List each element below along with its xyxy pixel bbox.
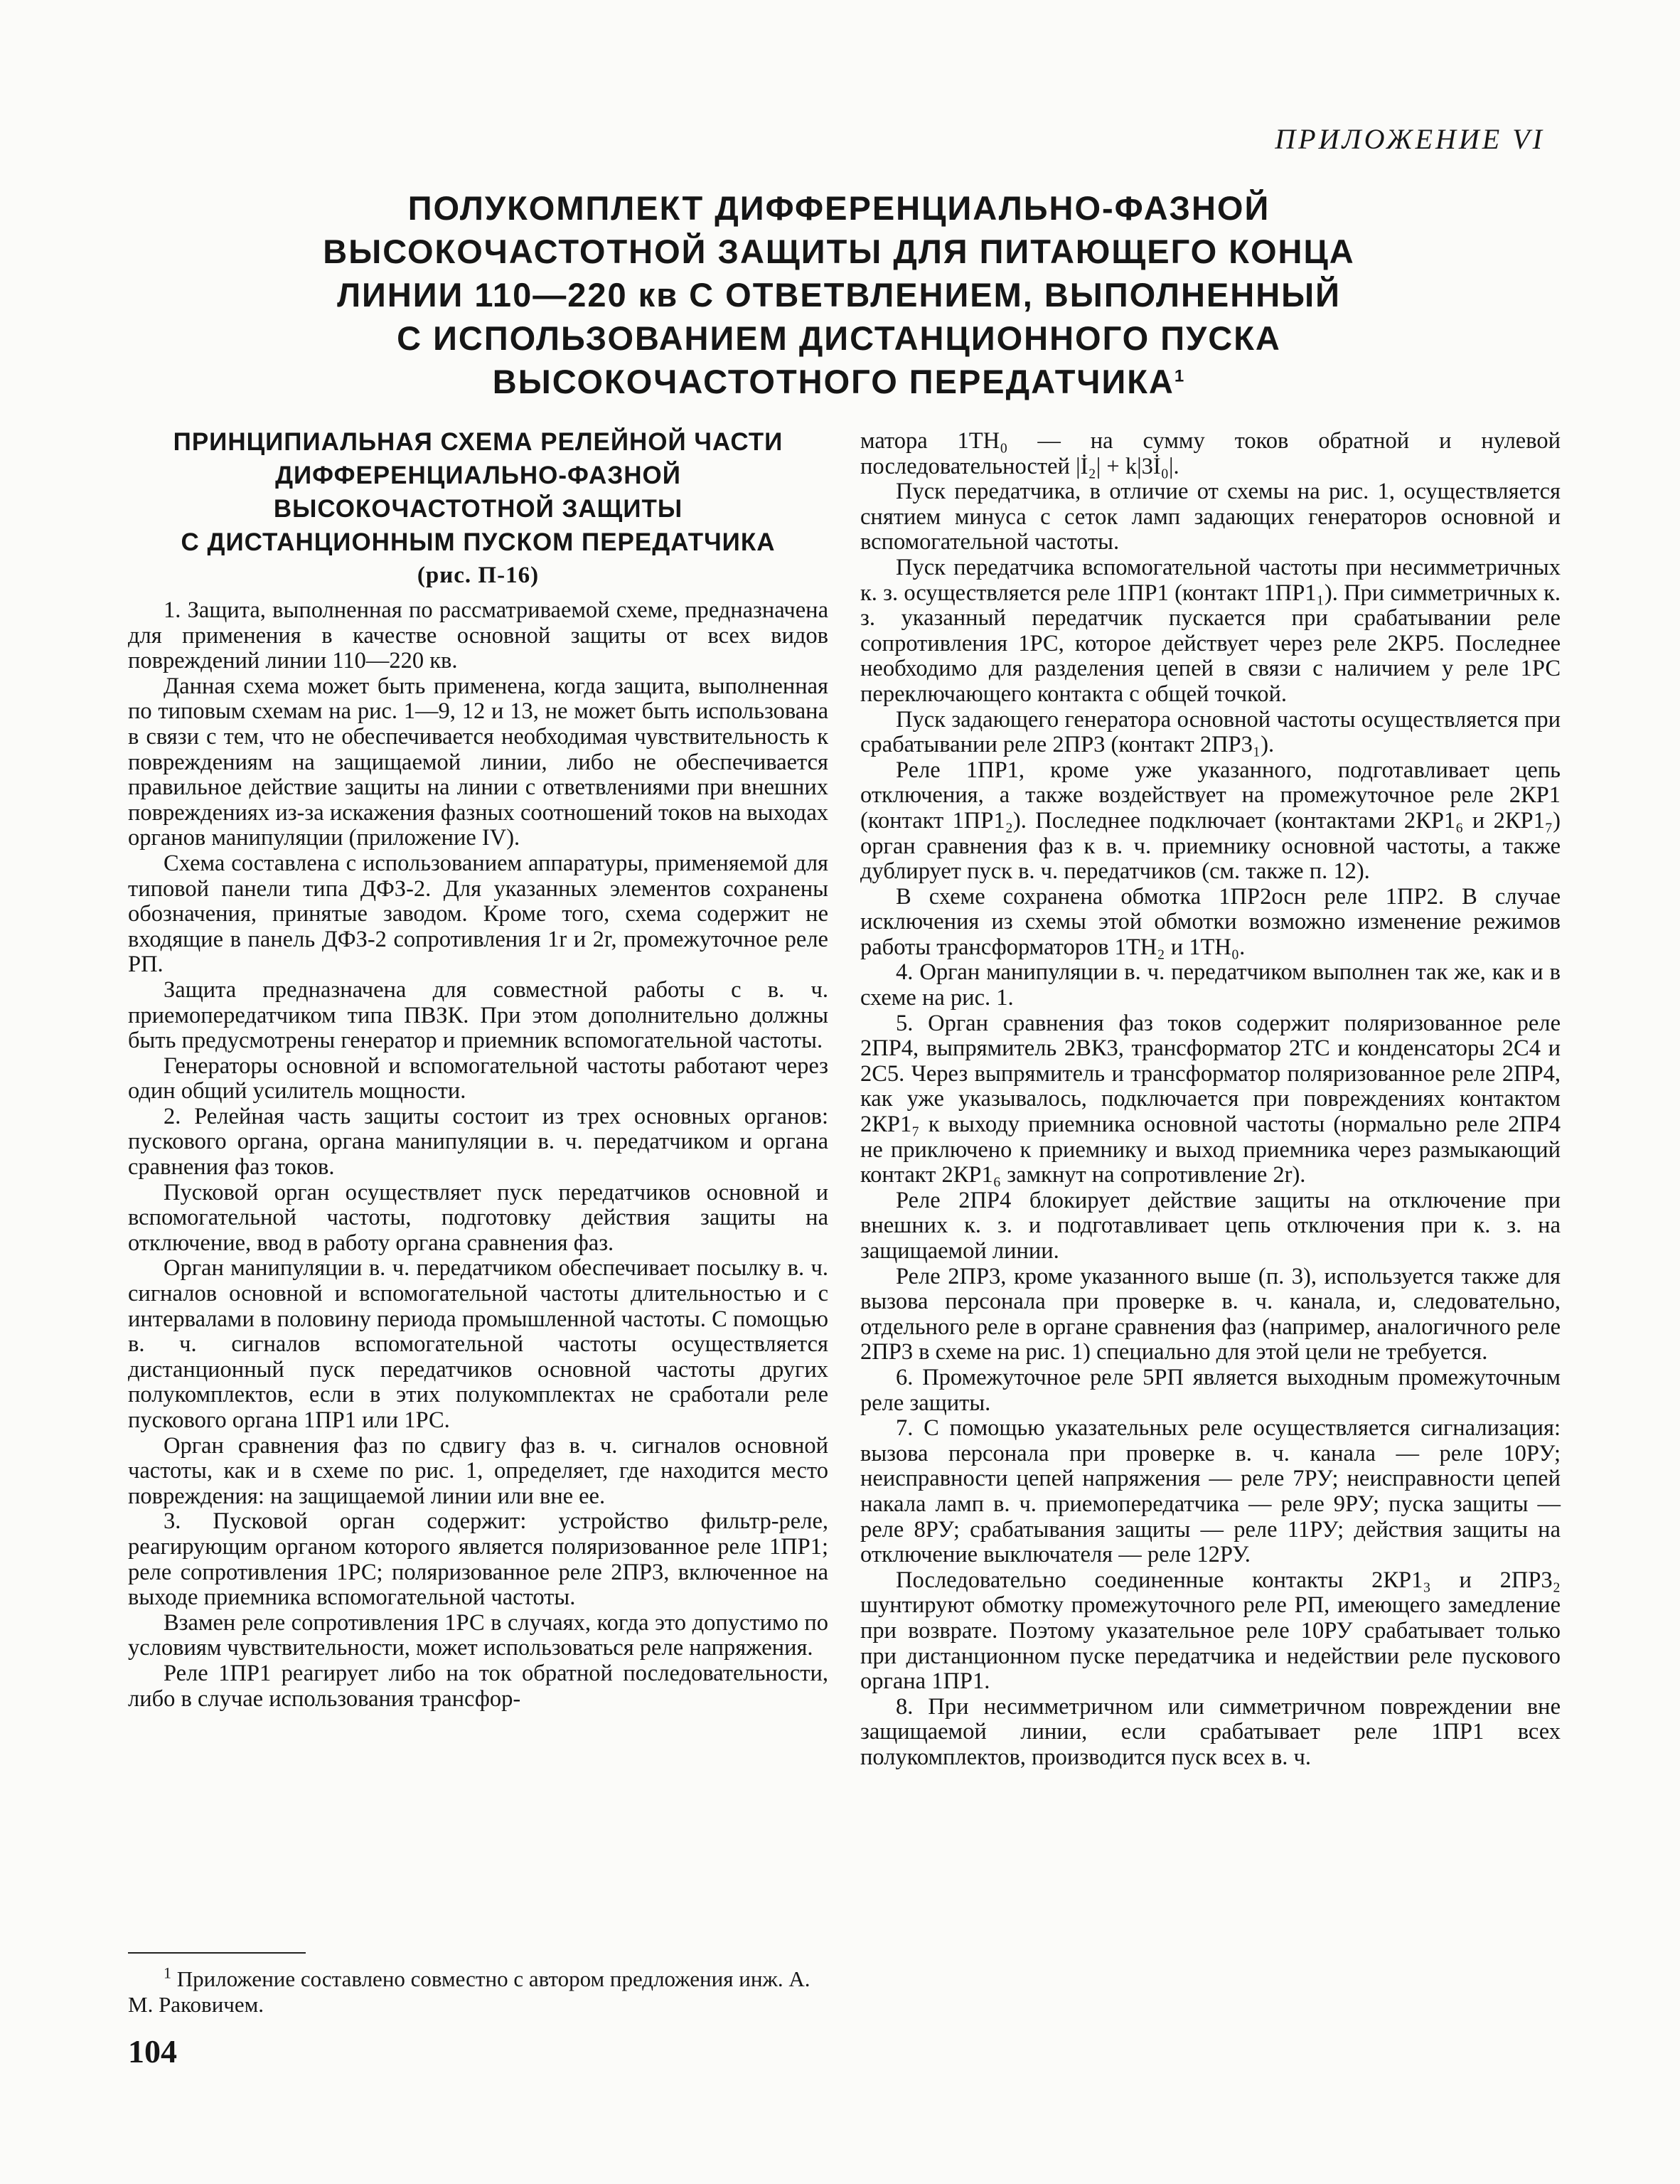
title-line: С ИСПОЛЬЗОВАНИЕМ ДИСТАНЦИОННОГО ПУСКА — [397, 319, 1281, 357]
paragraph: 6. Промежуточное реле 5РП является выходным промежуточным реле защиты. — [860, 1364, 1561, 1416]
footnote-mark: 1 — [164, 1964, 171, 1982]
paragraph: Пуск задающего генератора основной частоты осуществляется при срабатывании реле 2ПР3 (контакт 2ПР3₁). — [860, 706, 1561, 758]
paragraph: В схеме сохранена обмотка 1ПР2осн реле 1ПР2. В случае исключения из схемы этой обмотки возможно изменение режимов работы трансформаторов 1ТН₂ и 1ТН₀. — [860, 883, 1561, 960]
footnote-divider — [128, 1952, 306, 1954]
paragraph: 2. Релейная часть защиты состоит из трех основных органов: пускового органа, органа манипуляции в. ч. передатчиком и органа сравнения фаз токов. — [128, 1103, 828, 1181]
paragraph: Генераторы основной и вспомогательной частоты работают через один общий усилитель мощности. — [128, 1053, 828, 1104]
title-line-text: ВЫСОКОЧАСТОТНОГО ПЕРЕДАТЧИКА — [492, 363, 1175, 400]
paragraph: Орган манипуляции в. ч. передатчиком обеспечивает посылку в. ч. сигналов основной и вспомогательной частоты длительностью и с интервалами в половину периода промышленной частоты. С помощью в. ч. сигналов вспомогательной частоты осуществляется дистанционный пуск передатчиков основной частоты других полукомплектов, если в этих полукомплектах не сработали реле пускового органа 1ПР1 или 1РС. — [128, 1255, 828, 1433]
page-title — [213, 186, 1465, 403]
title-line: ВЫСОКОЧАСТОТНОЙ ЗАЩИТЫ ДЛЯ ПИТАЮЩЕГО КОНЦА — [323, 233, 1355, 270]
paragraph: Взамен реле сопротивления 1РС в случаях, когда это допустимо по условиям чувствительности, может использоваться реле напряжения. — [128, 1609, 828, 1661]
section-heading-line: ВЫСОКОЧАСТОТНОЙ ЗАЩИТЫ — [273, 495, 683, 523]
paragraph: Орган сравнения фаз по сдвигу фаз в. ч. сигналов основной частоты, как и в схеме по рис. 1, определяет, где находится место повреждения: на защищаемой линии или вне ее. — [128, 1432, 828, 1509]
section-heading — [128, 425, 828, 592]
paragraph: Защита предназначена для совместной работы с в. ч. приемопередатчиком типа ПВЗК. При этом дополнительно должны быть предусмотрены генератор и приемник вспомогательной частоты. — [128, 976, 828, 1054]
paragraph: Реле 2ПР4 блокирует действие защиты на отключение при внешних к. з. и подготавливает цепь отключения при к. з. на защищаемой линии. — [860, 1187, 1561, 1264]
appendix-label: ПРИЛОЖЕНИЕ VI — [1275, 123, 1545, 155]
paragraph: Пуск передатчика вспомогательной частоты при несимметричных к. з. осуществляется реле 1ПР1 (контакт 1ПР1₁). При симметричных к. з. указанный передатчик пускается при срабатывании реле сопротивления 1РС, которое действует через реле 2КР5. Последнее необходимо для разделения цепей в связи с наличием у реле 1РС переключающего контакта с общей точкой. — [860, 554, 1561, 707]
paragraph: 8. При несимметричном или симметричном повреждении вне защищаемой линии, если срабатывает реле 1ПР1 всех полукомплектов, производится пуск всех в. ч. — [860, 1693, 1561, 1770]
paragraph: Данная схема может быть применена, когда защита, выполненная по типовым схемам на рис. 1—9, 12 и 13, не может быть использована в связи с тем, что не обеспечивается необходимая чувствительность к повреждениям на защищаемой линии, либо не обеспечивается правильное действие защиты на линии с ответвлениями при внешних повреждениях из-за искажения фазных соотношений токов на выходах органов манипуляции (приложение IV). — [128, 673, 828, 851]
paragraph: 4. Орган манипуляции в. ч. передатчиком выполнен так же, как и в схеме на рис. 1. — [860, 959, 1561, 1011]
paragraph: 7. С помощью указательных реле осуществляется сигнализация: вызова персонала при проверке в. ч. канала — реле 10РУ; неисправности цепей напряжения — реле 7РУ; неисправности цепей накала ламп в. ч. приемопередатчика — реле 9РУ; пуска защиты — реле 8РУ; срабатывания защиты — реле 11РУ; действия защиты на отключение выключателя — реле 12РУ. — [860, 1415, 1561, 1568]
left-column — [128, 425, 828, 1712]
paragraph: 5. Орган сравнения фаз токов содержит поляризованное реле 2ПР4, выпрямитель 2ВК3, трансформатор 2ТС и конденсаторы 2С4 и 2С5. Через выпрямитель и трансформатор поляризованное реле 2ПР4, как уже указывалось, подключается при повреждениях контактом 2КР1₇ к выходу приемника основной частоты (нормально реле 2ПР4 не приключено к приемнику и выход приемника через размыкающий контакт 2КР1₆ замкнут на сопротивление 2r). — [860, 1010, 1561, 1188]
title-line: ПОЛУКОМПЛЕКТ ДИФФЕРЕНЦИАЛЬНО-ФАЗНОЙ — [407, 189, 1270, 227]
right-column — [860, 429, 1561, 1770]
paragraph: Реле 1ПР1 реагирует либо на ток обратной последовательности, либо в случае использования трансфор- — [128, 1660, 828, 1712]
title-footnote-mark: 1 — [1174, 366, 1186, 386]
footnote-text: Приложение составлено совместно с автором предложения инж. А. М. Раковичем. — [128, 1966, 810, 2017]
paragraph: Реле 2ПР3, кроме указанного выше (п. 3), используется также для вызова персонала при проверке в. ч. канала, и, следовательно, отдельного реле в органе сравнения фаз (например, аналогичного реле 2ПР3 в схеме на рис. 1) специально для этой цели не требуется. — [860, 1263, 1561, 1365]
paragraph: Последовательно соединенные контакты 2КР1₃ и 2ПР3₂ шунтируют обмотку промежуточного реле РП, имеющего замедление при возврате. Поэтому указательное реле 10РУ срабатывает только при дистанционном пуске передатчика и недействии реле пускового органа 1ПР1. — [860, 1567, 1561, 1695]
title-line: ЛИНИИ 110—220 кв С ОТВЕТВЛЕНИЕМ, ВЫПОЛНЕННЫЙ — [337, 276, 1341, 314]
paragraph: Схема составлена с использованием аппаратуры, применяемой для типовой панели типа ДФЗ-2. Для указанных элементов сохранены обозначения, принятые заводом. Кроме того, схема содержит не входящие в панель ДФЗ-2 сопротивления 1r и 2r, промежуточное реле РП. — [128, 850, 828, 978]
paragraph: Реле 1ПР1, кроме уже указанного, подготавливает цепь отключения, а также воздействует на промежуточное реле 2КР1 (контакт 1ПР1₂). Последнее подключает (контактами 2КР1₆ и 2КР1₇) орган сравнения фаз к в. ч. приемнику основной частоты, а также дублирует пуск в. ч. передатчиков (см. также п. 12). — [860, 757, 1561, 885]
figure-reference: (рис. П-16) — [417, 563, 540, 588]
title-line — [213, 360, 1465, 403]
paragraph: Пуск передатчика, в отличие от схемы на рис. 1, осуществляется снятием минуса с сеток ламп задающих генераторов основной и вспомогательной частоты. — [860, 479, 1561, 555]
paragraph: 3. Пусковой орган содержит: устройство фильтр-реле, реагирующим органом которого является поляризованное реле 1ПР1; реле сопротивления 1РС; поляризованное реле 2ПР3, включенное на выходе приемника вспомогательной частоты. — [128, 1508, 828, 1611]
paragraph-continuation: матора 1ТН₀ — на сумму токов обратной и нулевой последовательностей |İ₂| + k|3İ₀|. — [860, 428, 1561, 479]
paragraph: Пусковой орган осуществляет пуск передатчиков основной и вспомогательной частоты, подготовку действия защиты на отключение, ввод в работу органа сравнения фаз. — [128, 1179, 828, 1256]
paragraph: 1. Защита, выполненная по рассматриваемой схеме, предназначена для применения в качестве основной защиты от всех видов повреждений линии 110—220 кв. — [128, 597, 828, 674]
footnote — [128, 1966, 828, 2018]
section-heading-line: С ДИСТАНЦИОННЫМ ПУСКОМ ПЕРЕДАТЧИКА — [181, 528, 776, 556]
section-heading-line: ДИФФЕРЕНЦИАЛЬНО-ФАЗНОЙ — [275, 462, 681, 489]
page-number: 104 — [128, 2033, 177, 2070]
section-heading-line: ПРИНЦИПИАЛЬНАЯ СХЕМА РЕЛЕЙНОЙ ЧАСТИ — [173, 428, 783, 456]
